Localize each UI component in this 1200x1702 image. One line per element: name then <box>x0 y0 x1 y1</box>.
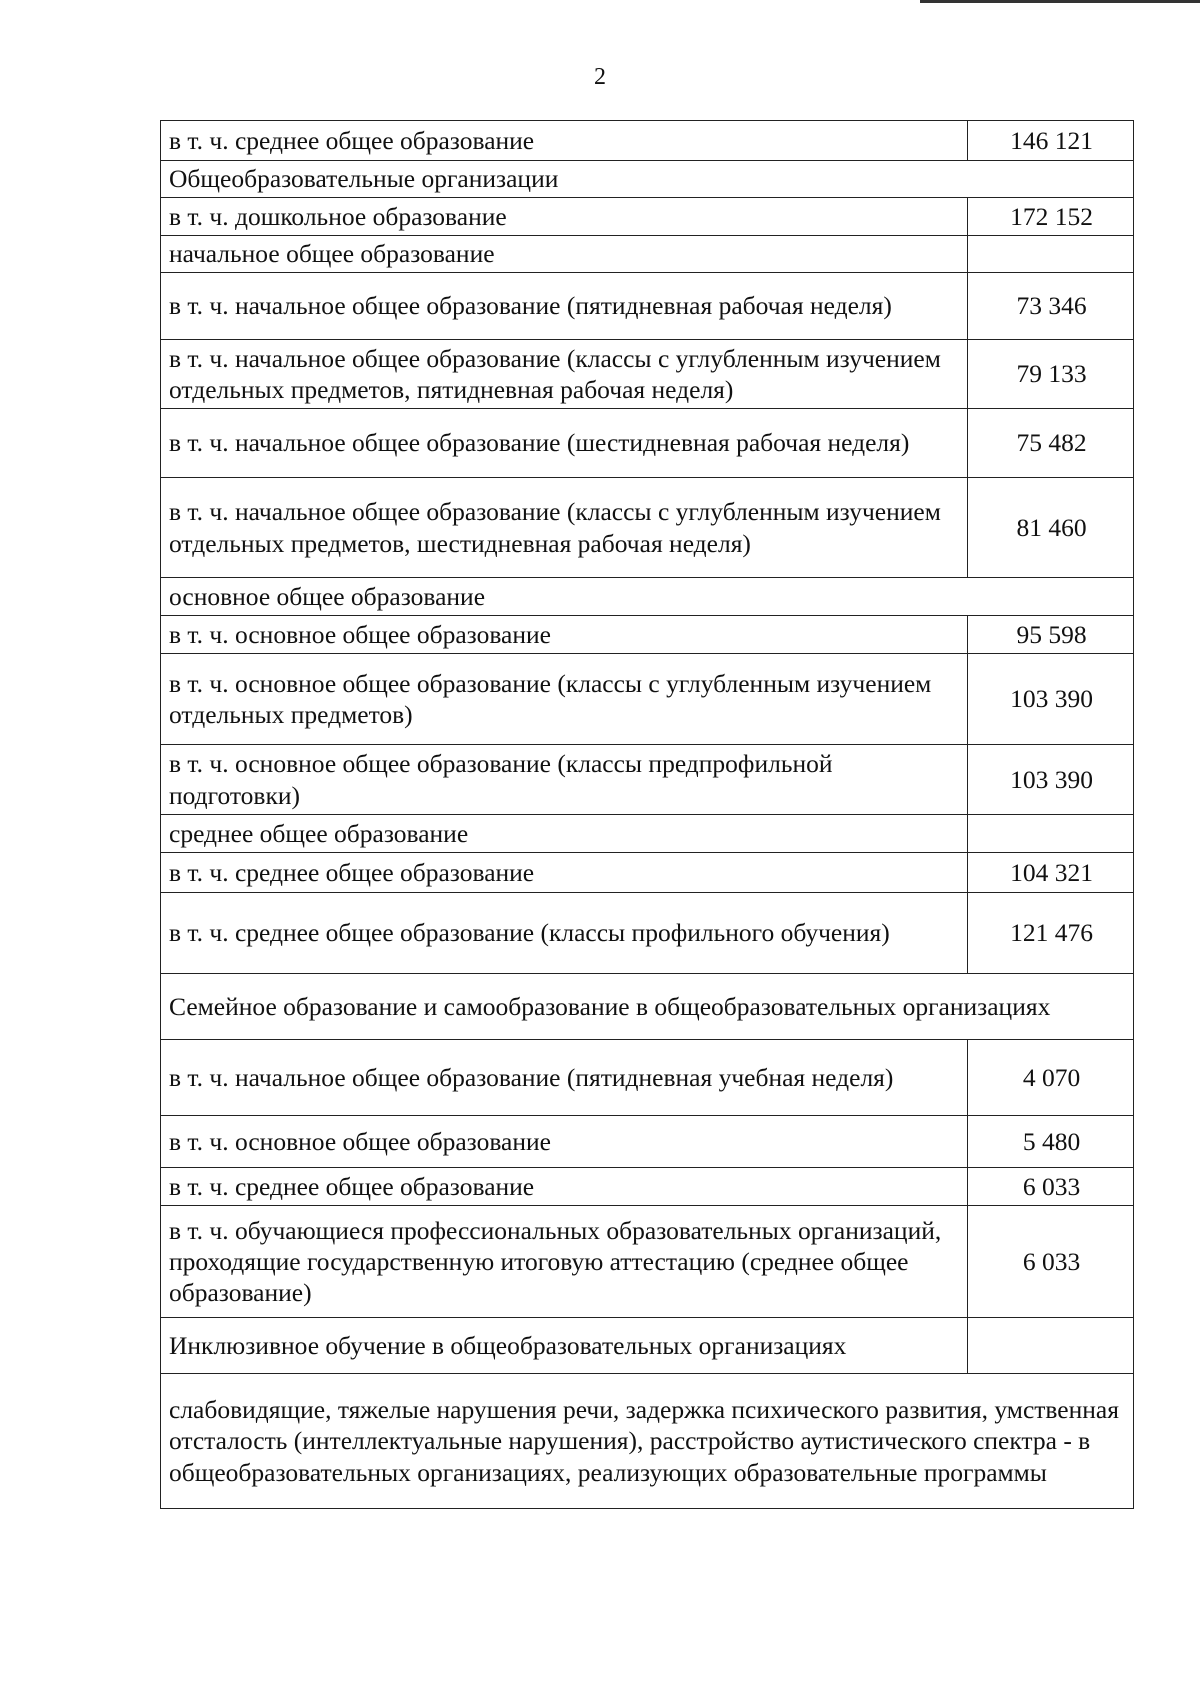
row-label: в т. ч. основное общее образование (классы с углубленным изучением отдельных предметов) <box>161 654 968 745</box>
table-row <box>161 1116 1134 1168</box>
row-label: в т. ч. дошкольное образование <box>161 198 968 236</box>
row-label: в т. ч. начальное общее образование (шестидневная рабочая неделя) <box>161 409 968 478</box>
table-row <box>161 1318 1134 1374</box>
row-value: 103 390 <box>968 745 1134 815</box>
table-row <box>161 198 1134 236</box>
table-row <box>161 236 1134 273</box>
row-value: 146 121 <box>968 121 1134 161</box>
section-heading: слабовидящие, тяжелые нарушения речи, задержка психического развития, умственная отсталость (интеллектуальные нарушения), расстройство аутистического спектра - в общеобразовательных организациях, реализующих образовательные программы <box>161 1374 1134 1509</box>
section-heading: Семейное образование и самообразование в общеобразовательных организациях <box>161 974 1134 1040</box>
scan-edge-line <box>920 0 1200 3</box>
table-row <box>161 340 1134 409</box>
table-row <box>161 273 1134 340</box>
row-value: 73 346 <box>968 273 1134 340</box>
row-label: в т. ч. начальное общее образование (пятидневная рабочая неделя) <box>161 273 968 340</box>
row-value: 121 476 <box>968 893 1134 974</box>
row-label: в т. ч. начальное общее образование (классы с углубленным изучением отдельных предметов, пятидневная рабочая неделя) <box>161 340 968 409</box>
education-cost-table <box>160 120 1134 1509</box>
row-value: 172 152 <box>968 198 1134 236</box>
row-value <box>968 236 1134 273</box>
table-row <box>161 745 1134 815</box>
table-row <box>161 1168 1134 1206</box>
row-value <box>968 815 1134 853</box>
row-label: в т. ч. основное общее образование (классы предпрофильной подготовки) <box>161 745 968 815</box>
table-row <box>161 1374 1134 1509</box>
table-row <box>161 616 1134 654</box>
page-number: 2 <box>594 64 606 90</box>
table-row <box>161 121 1134 161</box>
table-row <box>161 654 1134 745</box>
row-label: в т. ч. начальное общее образование (пятидневная учебная неделя) <box>161 1040 968 1116</box>
row-label: в т. ч. обучающиеся профессиональных образовательных организаций, проходящие государственную итоговую аттестацию (среднее общее образование) <box>161 1206 968 1318</box>
row-label: в т. ч. начальное общее образование (классы с углубленным изучением отдельных предметов, шестидневная рабочая неделя) <box>161 478 968 578</box>
row-label: в т. ч. основное общее образование <box>161 616 968 654</box>
row-value: 6 033 <box>968 1168 1134 1206</box>
table-row <box>161 1040 1134 1116</box>
section-heading: основное общее образование <box>161 578 1134 616</box>
table-row <box>161 409 1134 478</box>
table-row <box>161 974 1134 1040</box>
table-row <box>161 815 1134 853</box>
table-row <box>161 853 1134 893</box>
row-label: в т. ч. основное общее образование <box>161 1116 968 1168</box>
row-label: Инклюзивное обучение в общеобразовательных организациях <box>161 1318 968 1374</box>
row-value: 95 598 <box>968 616 1134 654</box>
row-label: в т. ч. среднее общее образование <box>161 853 968 893</box>
row-value: 81 460 <box>968 478 1134 578</box>
table-row <box>161 161 1134 198</box>
section-heading: Общеобразовательные организации <box>161 161 1134 198</box>
row-value: 104 321 <box>968 853 1134 893</box>
row-label: в т. ч. среднее общее образование <box>161 1168 968 1206</box>
row-label: в т. ч. среднее общее образование <box>161 121 968 161</box>
row-value: 75 482 <box>968 409 1134 478</box>
row-label: среднее общее образование <box>161 815 968 853</box>
row-label: начальное общее образование <box>161 236 968 273</box>
row-value: 5 480 <box>968 1116 1134 1168</box>
table-row <box>161 893 1134 974</box>
table-row <box>161 478 1134 578</box>
row-value: 6 033 <box>968 1206 1134 1318</box>
row-value: 103 390 <box>968 654 1134 745</box>
row-label: в т. ч. среднее общее образование (классы профильного обучения) <box>161 893 968 974</box>
row-value <box>968 1318 1134 1374</box>
table-row <box>161 578 1134 616</box>
table-row <box>161 1206 1134 1318</box>
row-value: 4 070 <box>968 1040 1134 1116</box>
row-value: 79 133 <box>968 340 1134 409</box>
